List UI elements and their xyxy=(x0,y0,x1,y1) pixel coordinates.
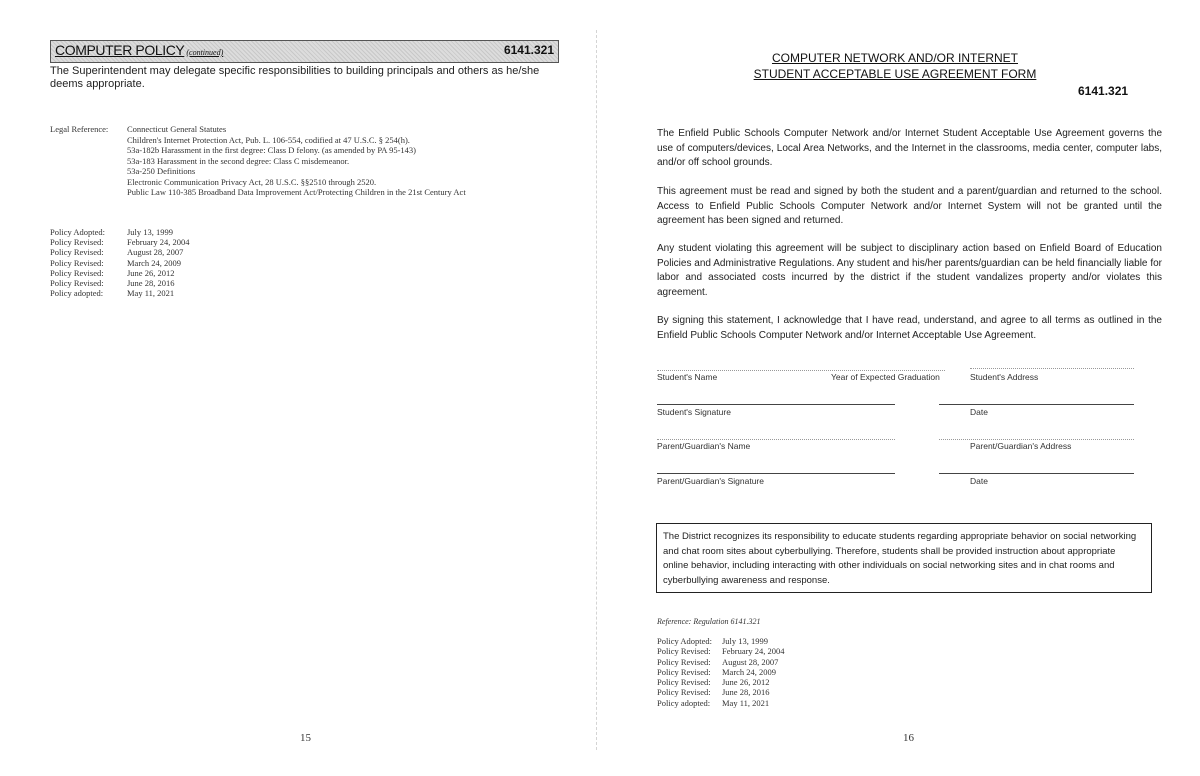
paragraph-acknowledge: By signing this statement, I acknowledge that I have read, understand, and agree to all terms as outlined in the Enfield Public Schools Computer Network and/or Internet Acceptable Use Agreement. xyxy=(657,315,1162,341)
legal-reference-label: Legal Reference: xyxy=(50,124,109,134)
history-row: Policy Adopted: July 13, 1999 xyxy=(657,636,769,646)
policy-title-bar xyxy=(50,40,559,63)
legal-reference-item: 53a-250 Definitions xyxy=(127,166,196,176)
history-row: Policy Revised: March 24, 2009 xyxy=(657,666,777,677)
form-title xyxy=(720,50,1070,82)
history-row: Policy Revised: August 28, 2007 xyxy=(657,656,779,667)
policy-history-right xyxy=(657,636,785,708)
policy-title: COMPUTER POLICY (continued) xyxy=(55,42,224,58)
left-page xyxy=(0,0,598,776)
history-row: Policy Revised: August 28, 2007 xyxy=(50,247,184,258)
student-address-line[interactable] xyxy=(970,368,1134,369)
history-row: Policy Revised: February 24, 2004 xyxy=(50,237,190,248)
student-address-label: Student's Address xyxy=(970,372,1039,382)
history-row: Policy Revised: June 28, 2016 xyxy=(50,277,175,288)
history-row: Policy Revised: June 26, 2012 xyxy=(657,677,770,688)
history-row: Policy adopted: May 11, 2021 xyxy=(50,288,175,299)
continued-note: (continued) xyxy=(186,48,224,57)
page-gutter xyxy=(596,30,597,750)
graduation-year-label: Year of Expected Graduation xyxy=(831,372,940,382)
legal-reference-item: Children's Internet Protection Act, Pub. L. 106-554, codified at 47 U.S.C. § 254(h). xyxy=(127,134,410,145)
student-signature-label: Student's Signature xyxy=(657,407,731,417)
form-title-line1: COMPUTER NETWORK AND/OR INTERNET xyxy=(771,51,1018,65)
legal-reference-item: Electronic Communication Privacy Act, 28 U.S.C. §§2510 through 2520. xyxy=(127,176,377,187)
legal-reference-item: 53a-182b Harassment in the first degree: Class D felony. (as amended by PA 95-143) xyxy=(127,145,417,155)
cyberbullying-notice xyxy=(656,523,1152,593)
student-name-line[interactable] xyxy=(657,370,945,371)
page-number-right: 16 xyxy=(903,732,914,744)
parent-signature-line[interactable] xyxy=(657,473,895,474)
parent-name-line[interactable] xyxy=(657,439,895,440)
policy-code: 6141.321 xyxy=(503,43,554,57)
parent-address-label: Parent/Guardian's Address xyxy=(970,441,1072,451)
form-code: 6141.321 xyxy=(1078,84,1129,98)
policy-history-left xyxy=(50,227,190,298)
legal-reference-list xyxy=(127,135,466,198)
legal-reference-item: 53a-183 Harassment in the second degree: Class C misdemeanor. xyxy=(127,155,350,166)
history-row: Policy adopted: May 11, 2021 xyxy=(657,697,770,708)
paragraph-violations: Any student violating this agreement will be subject to disciplinary action based on Enfield Board of Education Policies and Administrative Regulations. Any student and his/her parents/guardian can be held financially liable for labor and associated costs incurred by the district if the student vandalizes property and/or violates this agreement. xyxy=(657,243,1162,298)
legal-reference-item: Public Law 110-385 Broadband Data Improvement Act/Protecting Children in the 21st Century Act xyxy=(127,187,466,197)
history-row: Policy Revised: June 28, 2016 xyxy=(657,687,770,698)
history-row: Policy Revised: February 24, 2004 xyxy=(657,646,785,657)
paragraph-governs: The Enfield Public Schools Computer Network and/or Internet Student Acceptable Use Agreement governs the use of computers/devices, Local Area Networks, and the Internet in the classrooms, media center, computer labs, and/or off school grounds. xyxy=(657,128,1162,168)
date-label-1: Date xyxy=(970,407,988,417)
history-row: Policy Revised: March 24, 2009 xyxy=(50,257,182,268)
page-number-left: 15 xyxy=(300,732,311,744)
cyberbullying-notice-text: The District recognizes its responsibility to educate students regarding appropriate behavior on social networking and chat room sites about cyberbullying. Therefore, students shall be provided instruction about appropriate online behavior, including interacting with other individuals on social networking sites and in chat rooms and cyberbullying awareness and response. xyxy=(663,531,1137,586)
date-label-2: Date xyxy=(970,476,988,486)
student-name-label: Student's Name xyxy=(657,372,718,382)
date-line-2[interactable] xyxy=(939,473,1134,474)
date-line-1[interactable] xyxy=(939,404,1134,405)
legal-reference-heading: Connecticut General Statutes xyxy=(127,124,227,134)
regulation-reference: Reference: Regulation 6141.321 xyxy=(657,617,761,626)
form-title-line2: STUDENT ACCEPTABLE USE AGREEMENT FORM xyxy=(753,67,1037,81)
history-row: Policy Revised: June 26, 2012 xyxy=(50,267,175,278)
student-signature-line[interactable] xyxy=(657,404,895,405)
history-row: Policy Adopted: July 13, 1999 xyxy=(50,227,174,237)
parent-address-line[interactable] xyxy=(939,439,1134,440)
intro-text: The Superintendent may delegate specific responsibilities to building principals and others as he/she deems appropriate. xyxy=(50,65,540,90)
paragraph-sign-return: This agreement must be read and signed by both the student and a parent/guardian and returned to the school. Access to Enfield Public Schools Computer Network and/or Internet System will not be granted until the agreement has been signed and returned. xyxy=(657,186,1162,226)
parent-signature-label: Parent/Guardian's Signature xyxy=(657,476,764,486)
parent-name-label: Parent/Guardian's Name xyxy=(657,441,751,451)
